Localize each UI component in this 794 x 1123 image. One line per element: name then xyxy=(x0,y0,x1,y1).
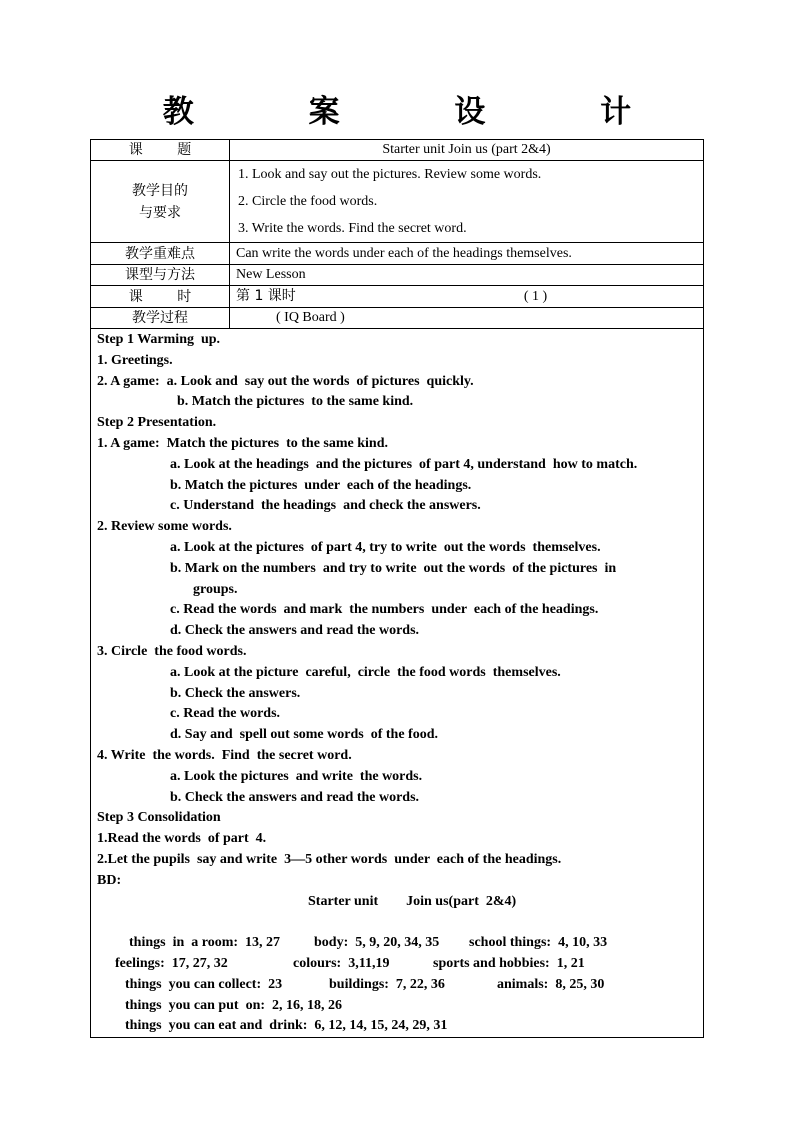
board-item: sports and hobbies: 1, 21 xyxy=(433,955,585,971)
goal-item: 3. Write the words. Find the secret word. xyxy=(238,221,467,236)
page-title: 教 案 设 计 xyxy=(162,94,684,130)
board-item: body: 5, 9, 20, 34, 35 xyxy=(314,935,440,951)
step-line: groups. xyxy=(193,581,238,597)
board-title: Starter unit Join us(part 2&4) xyxy=(308,893,517,909)
step-line: c. Understand the headings and check the answers. xyxy=(170,498,481,514)
step-line: 2. Review some words. xyxy=(97,519,232,535)
board-item: things you can eat and drink: 6, 12, 14, 15, 24, 29, 31 xyxy=(125,1018,448,1034)
step-line: BD: xyxy=(97,872,122,888)
lesson-plan-table xyxy=(90,139,704,1038)
period-value: 第 1 课时 xyxy=(236,288,296,304)
board-item: things you can put on: 2, 16, 18, 26 xyxy=(125,997,343,1013)
board-item: animals: 8, 25, 30 xyxy=(497,976,605,992)
process-label: 教学过程 xyxy=(91,308,230,329)
board-item: feelings: 17, 27, 32 xyxy=(115,955,228,971)
key-points-label: 教学重难点 xyxy=(91,243,230,265)
method-value: New Lesson xyxy=(230,265,704,286)
method-label: 课型与方法 xyxy=(91,265,230,286)
key-points-value: Can write the words under each of the headings themselves. xyxy=(230,243,704,265)
step-line: 4. Write the words. Find the secret word. xyxy=(97,747,352,763)
step-line: Step 3 Consolidation xyxy=(97,810,221,826)
period-number: ( 1 ) xyxy=(523,289,548,304)
step-line: 1.Read the words of part 4. xyxy=(97,831,267,847)
step-line: 1. A game: Match the pictures to the same kind. xyxy=(97,435,388,451)
step-line: a. Look the pictures and write the words. xyxy=(170,768,423,784)
process-value: ( IQ Board ) xyxy=(230,308,704,329)
period-label: 课 时 xyxy=(91,286,230,308)
step-line: b. Mark on the numbers and try to write out the words of the pictures in xyxy=(170,560,617,576)
board-item: things you can collect: 23 xyxy=(125,976,283,992)
step-line: a. Look at the pictures of part 4, try to write out the words themselves. xyxy=(170,539,601,555)
step-line: d. Say and spell out some words of the food. xyxy=(170,727,438,743)
step-line: a. Look at the picture careful, circle the food words themselves. xyxy=(170,664,561,680)
goal-item: 2. Circle the food words. xyxy=(238,194,378,209)
step-line: a. Look at the headings and the pictures of part 4, understand how to match. xyxy=(170,456,638,472)
step-line: 2.Let the pupils say and write 3—5 other words under each of the headings. xyxy=(97,851,562,867)
step-line: c. Read the words and mark the numbers under each of the headings. xyxy=(170,602,599,618)
step-line: b. Check the answers and read the words. xyxy=(170,789,420,805)
step-line: c. Read the words. xyxy=(170,706,281,722)
topic-value: Starter unit Join us (part 2&4) xyxy=(230,140,704,161)
step-line: 2. A game: a. Look and say out the words of pictures quickly. xyxy=(97,373,474,389)
step-line: d. Check the answers and read the words. xyxy=(170,623,420,639)
process-body xyxy=(91,329,704,1038)
board-item: things in a room: 13, 27 xyxy=(129,935,281,951)
board-item: buildings: 7, 22, 36 xyxy=(329,976,445,992)
goals-label: 教学目的 与要求 xyxy=(91,161,230,243)
step-line: Step 1 Warming up. xyxy=(97,332,221,347)
step-line: 1. Greetings. xyxy=(97,352,173,368)
step-line: b. Check the answers. xyxy=(170,685,301,701)
topic-label: 课 题 xyxy=(91,140,230,161)
step-line: b. Match the pictures under each of the headings. xyxy=(170,477,472,493)
board-item: school things: 4, 10, 33 xyxy=(469,935,608,951)
step-line: 3. Circle the food words. xyxy=(97,643,247,659)
step-line: Step 2 Presentation. xyxy=(97,415,217,431)
goal-item: 1. Look and say out the pictures. Review some words. xyxy=(238,167,542,182)
board-item: colours: 3,11,19 xyxy=(293,955,390,971)
step-line: b. Match the pictures to the same kind. xyxy=(177,394,414,410)
